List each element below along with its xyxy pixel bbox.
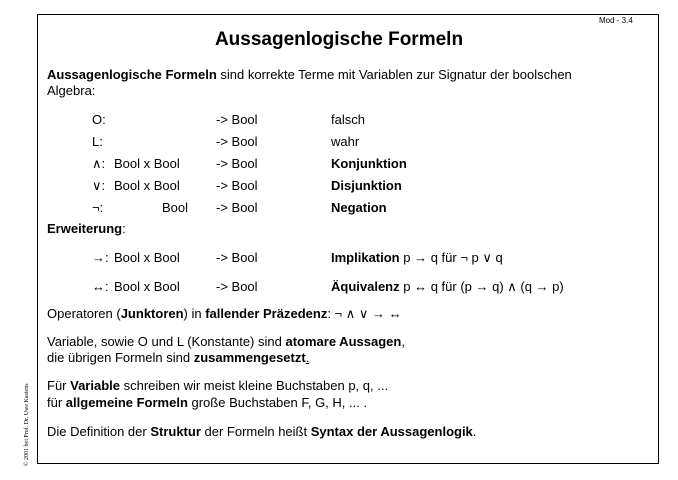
module-tag: Mod - 3.4 <box>599 16 633 25</box>
variables-compound: zusammengesetzt <box>193 350 306 365</box>
ext-op: →: <box>92 250 109 265</box>
notation-line-1 <box>47 378 388 394</box>
notation-text: schreiben wir meist kleine Buchstaben p, q, ... <box>120 378 389 393</box>
sig-op: ¬: <box>92 200 104 215</box>
sig-name: Konjunktion <box>331 156 407 171</box>
sig-op: ∨: <box>92 178 106 193</box>
intro-text: sind korrekte Terme mit Variablen zur Signatur der boolschen <box>216 67 572 82</box>
intro-line-2 <box>47 83 95 99</box>
sig-args: Bool x Bool <box>114 156 180 171</box>
operators-junktoren: Junktoren <box>120 306 184 321</box>
variables-text: die übrigen Formeln sind <box>47 350 194 365</box>
sig-op: ∧: <box>92 156 106 171</box>
variables-line-2 <box>47 350 309 366</box>
sig-name: Disjunktion <box>331 178 402 193</box>
ext-definition <box>331 279 564 295</box>
sig-result: -> Bool <box>216 156 258 171</box>
operators-symbols: : ¬ ∧ ∨ → ↔ <box>327 306 402 321</box>
operators-line <box>47 306 402 322</box>
copyright-notice: © 2001 bei Prof. Dr. Uwe Kastens <box>24 383 30 466</box>
ext-args: Bool x Bool <box>114 279 180 294</box>
notation-text: für <box>47 395 66 410</box>
notation-variable: Variable <box>70 378 120 393</box>
ext-def: p → q für ¬ p ∨ q <box>399 250 503 265</box>
extension-heading <box>47 221 126 237</box>
intro-text-2: Algebra: <box>47 83 96 98</box>
variables-atomic: atomare Aussagen <box>285 334 402 349</box>
variables-comma: , <box>401 334 405 349</box>
sig-result: -> Bool <box>216 134 258 149</box>
sig-result: -> Bool <box>216 200 258 215</box>
sig-result: -> Bool <box>216 178 258 193</box>
variables-line-1 <box>47 334 405 350</box>
intro-term: Aussagenlogische Formeln <box>47 67 217 82</box>
ext-result: -> Bool <box>216 250 258 265</box>
sig-name: falsch <box>331 112 365 127</box>
extension-colon: : <box>122 221 126 236</box>
ext-result: -> Bool <box>216 279 258 294</box>
ext-name: Äquivalenz <box>331 279 400 294</box>
ext-name: Implikation <box>331 250 400 265</box>
definition-text: der Formeln heißt <box>200 424 311 439</box>
definition-line <box>47 424 476 440</box>
sig-result: -> Bool <box>216 112 258 127</box>
sig-args: Bool <box>162 200 189 215</box>
page-title: Aussagenlogische Formeln <box>214 29 464 50</box>
sig-name: wahr <box>331 134 360 149</box>
sig-name: Negation <box>331 200 387 215</box>
sig-args: Bool x Bool <box>114 178 180 193</box>
definition-structure: Struktur <box>150 424 201 439</box>
ext-args: Bool x Bool <box>114 250 180 265</box>
definition-syntax: Syntax der Aussagenlogik <box>310 424 473 439</box>
variables-period: . <box>305 350 310 365</box>
intro-line-1 <box>47 67 572 83</box>
notation-text: große Buchstaben F, G, H, ... . <box>187 395 368 410</box>
definition-text: Die Definition der <box>47 424 151 439</box>
sig-op: L: <box>92 134 103 149</box>
extension-label: Erweiterung <box>47 221 123 236</box>
sig-op: O: <box>92 112 106 127</box>
ext-op: ↔: <box>92 279 109 294</box>
operators-pre: Operatoren ( <box>47 306 121 321</box>
notation-formulas: allgemeine Formeln <box>65 395 188 410</box>
operators-mid: ) in <box>183 306 206 321</box>
operators-precedence: fallender Präzedenz <box>205 306 328 321</box>
variables-text: Variable, sowie O und L (Konstante) sind <box>47 334 286 349</box>
notation-line-2 <box>47 395 367 411</box>
notation-text: Für <box>47 378 71 393</box>
ext-def: p ↔ q für (p → q) ∧ (q → p) <box>399 279 564 294</box>
definition-period: . <box>472 424 477 439</box>
ext-definition <box>331 250 503 266</box>
